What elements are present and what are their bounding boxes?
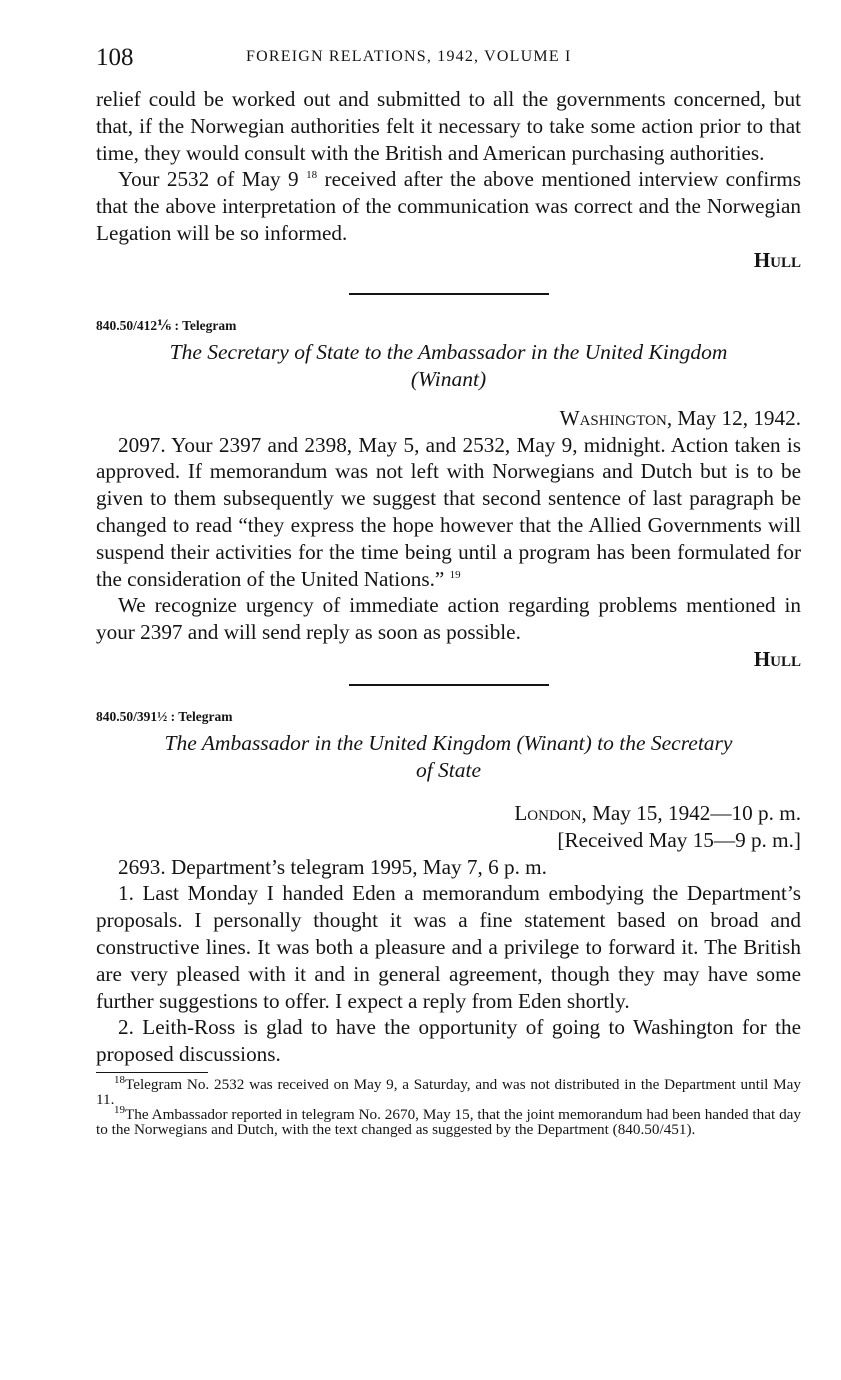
footnote-18: $^{18}$Telegram No. 2532 was received on May 9, a Saturday, and was not distributed in the Department until May 11. <box>96 1073 801 1108</box>
footnote-19: $^{19}$The Ambassador reported in telegram No. 2670, May 15, that the joint memorandum had been handed that day to the Norwegians and Dutch, with the text changed as suggested by the Department (840.50/451). <box>96 1103 801 1138</box>
footnote-divider <box>96 1072 208 1073</box>
doc3-dateline: London, May 15, 1942—10 p. m. <box>514 800 801 825</box>
doc3-paragraph-1: 1. Last Monday I handed Eden a memorandum embodying the Department’s proposals. I personally thought it was a fine statement based on broad and constructive lines. It was both a pleasure and a privilege to forward it. The British are very pleased with it and in general agreement, though they may have some further suggestions to offer. I expect a reply from Eden shortly. <box>96 881 801 1013</box>
doc2-signature: Hull <box>753 646 801 671</box>
doc1-paragraph-1: relief could be worked out and submitted to all the governments concerned, but that, if the Norwegian authorities felt it necessary to take some action prior to that time, they would consult with the British and American purchasing authorities. <box>96 87 801 165</box>
footnote-ref-18: 18 <box>306 169 318 182</box>
running-header <box>96 44 801 74</box>
doc1-signature: Hull <box>753 247 801 272</box>
section-divider <box>349 684 549 686</box>
doc2-paragraph-1: 2097. Your 2397 and 2398, May 5, and 2532, May 9, midnight. Action taken is approved. If memorandum was not left with Norwegians and Dutch but is to be given to them subsequently we suggest that second sentence of last paragraph be changed to read “they express the hope however that the Allied Governments will suspend their activities for the time being until a program has been formulated for the consideration of the United Nations.” $^{19}$ <box>96 432 801 591</box>
doc2-paragraph-2: We recognize urgency of immediate action regarding problems mentioned in your 2397 and will send reply as soon as possible. <box>96 593 801 645</box>
page-body <box>96 86 801 1137</box>
doc3-received-line: [Received May 15—9 p. m.] <box>557 827 801 852</box>
footnote-ref-19: 19 <box>449 568 461 581</box>
doc2-file-reference: 840.50/412⅙ : Telegram <box>96 317 237 333</box>
section-divider <box>349 293 549 295</box>
doc3-file-reference: 840.50/391½ : Telegram <box>96 708 233 724</box>
doc3-paragraph-0: 2693. Department’s telegram 1995, May 7, 6 p. m. <box>118 854 547 879</box>
doc3-heading: The Ambassador in the United Kingdom (Winant) to the Secretary of State <box>164 730 733 782</box>
doc2-heading: The Secretary of State to the Ambassador in the United Kingdom (Winant) <box>169 339 728 391</box>
doc1-paragraph-2: Your 2532 of May 9 $^{18}$ received after the above mentioned interview confirms that the above interpretation of the communication was correct and the Norwegian Legation will be so informed. <box>96 167 801 245</box>
running-title: FOREIGN RELATIONS, 1942, VOLUME I <box>246 48 572 65</box>
doc3-paragraph-2: 2. Leith-Ross is glad to have the opportunity of going to Washington for the proposed discussions. <box>96 1015 801 1067</box>
doc2-dateline: Washington, May 12, 1942. <box>559 405 801 430</box>
footnotes <box>96 1073 801 1138</box>
page-number: 108 <box>96 44 134 71</box>
